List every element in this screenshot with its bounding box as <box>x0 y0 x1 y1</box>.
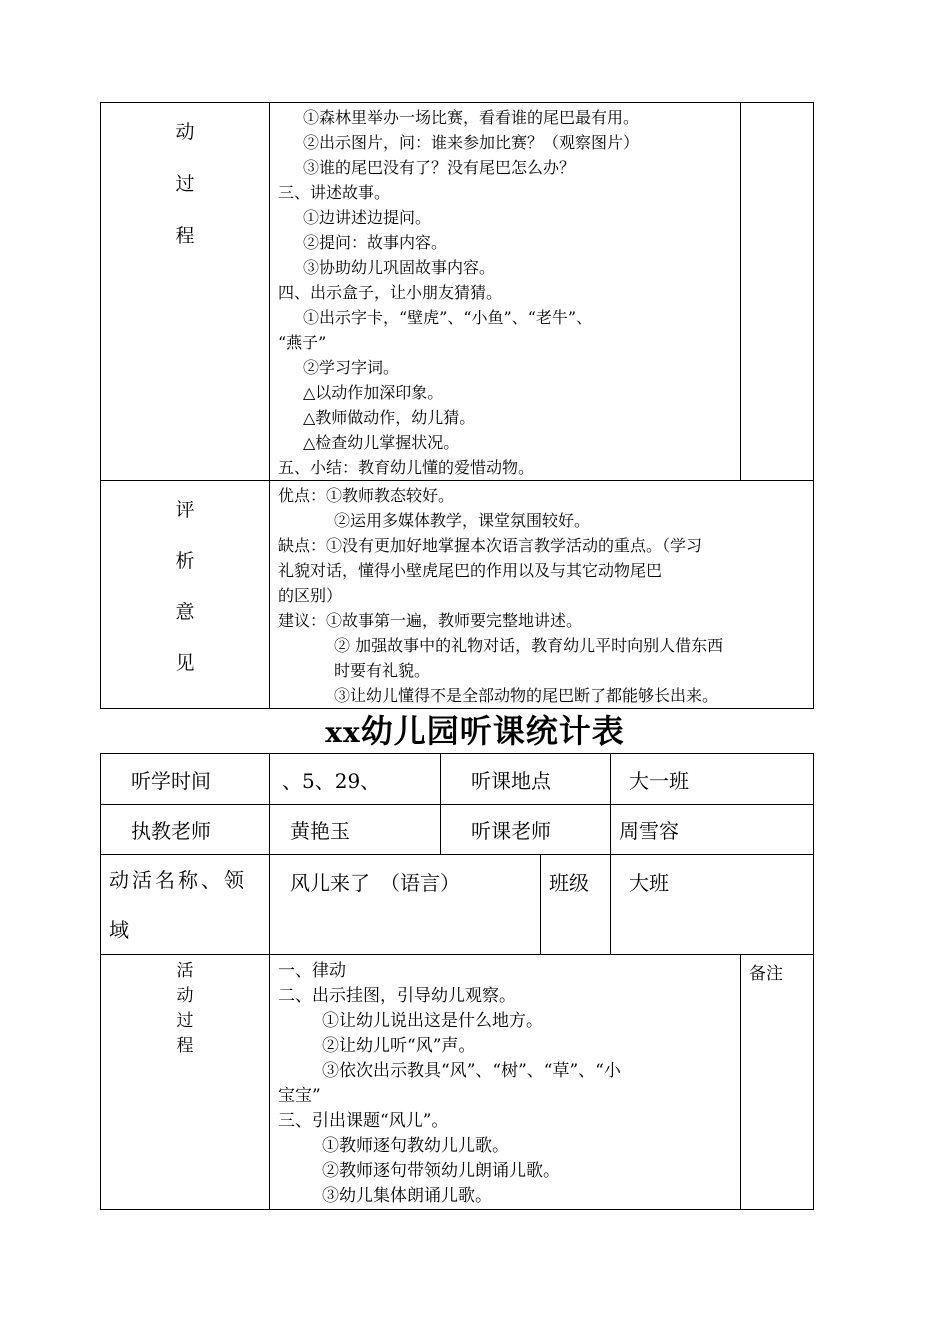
analysis-label-char: 意 <box>175 601 195 623</box>
activity-label-cell <box>101 855 270 955</box>
text-line: ③依次出示教具“风”、“树”、“草”、“小 <box>322 1061 621 1081</box>
text-line: ③幼儿集体朗诵儿歌。 <box>322 1186 492 1206</box>
class-label: 班级 <box>541 855 611 955</box>
process-label-char: 程 <box>176 1036 194 1056</box>
text-line: ①边讲述边提问。 <box>303 208 432 227</box>
process-label-char: 过 <box>176 1011 194 1031</box>
activity-label-line: 域 <box>109 918 129 942</box>
lesson-record-table <box>100 753 814 1210</box>
text-line: △以动作加深印象。 <box>303 383 444 402</box>
text-line: 优点：①教师教态较好。 <box>278 486 455 505</box>
text-line: ②让幼儿听“风”声。 <box>322 1036 476 1056</box>
remark-label: 备注 <box>741 955 814 1210</box>
text-line: ①让幼儿说出这是什么地方。 <box>322 1011 543 1031</box>
text-line: 礼貌对话，懂得小壁虎尾巴的作用以及与其它动物尾巴 <box>278 561 663 580</box>
time-place-row <box>101 754 814 805</box>
time-value: 、5、29、 <box>270 754 441 805</box>
text-line: 建议：①故事第一遍，教师要完整地讲述。 <box>278 611 583 630</box>
process-content-cell <box>270 955 741 1210</box>
process-label-char: 动 <box>176 986 194 1006</box>
activity-value: 风儿来了 （语言） <box>270 855 541 955</box>
analysis-content-cell <box>270 481 814 709</box>
place-value: 大一班 <box>611 754 814 805</box>
text-line: “燕子” <box>278 333 327 352</box>
text-line: ②学习字词。 <box>303 358 400 377</box>
text-line: 三、引出课题“风儿”。 <box>278 1111 449 1131</box>
title-prefix: xx <box>325 716 361 749</box>
text-line: 一、律动 <box>278 961 346 981</box>
text-line: ③谁的尾巴没有了？没有尾巴怎么办？ <box>303 158 576 177</box>
text-line: ② 加强故事中的礼物对话，教育幼儿平时向别人借东西 <box>334 636 724 655</box>
analysis-label-cell <box>101 481 270 709</box>
text-line: 的区别） <box>278 586 343 605</box>
page-title <box>0 706 950 758</box>
process-label-char: 过 <box>175 173 195 195</box>
process-row <box>101 103 814 481</box>
time-label: 听学时间 <box>101 754 270 805</box>
teacher-label: 执教老师 <box>101 805 270 855</box>
teacher-row <box>101 805 814 855</box>
text-line: 二、出示挂图，引导幼儿观察。 <box>278 986 516 1006</box>
text-line: 时要有礼貌。 <box>334 661 431 680</box>
analysis-label-char: 见 <box>175 652 195 674</box>
listener-label: 听课老师 <box>441 805 611 855</box>
analysis-row <box>101 481 814 709</box>
analysis-label-char: 评 <box>175 499 195 521</box>
analysis-label-char: 析 <box>175 550 195 572</box>
remark-cell <box>741 103 814 481</box>
process-label-cell <box>101 955 270 1210</box>
place-label: 听课地点 <box>441 754 611 805</box>
text-line: △教师做动作，幼儿猜。 <box>303 408 476 427</box>
teacher-value: 黄艳玉 <box>270 805 441 855</box>
activity-label-line: 动活名称、领 <box>109 868 247 892</box>
title-text: 幼儿园听课统计表 <box>360 712 625 750</box>
process-lines <box>278 959 736 1209</box>
activity-row <box>101 855 814 955</box>
text-line: ①出示字卡，“壁虎”、“小鱼”、“老牛”、 <box>303 308 593 327</box>
lesson-record-table-continued <box>100 102 814 709</box>
text-line: 四、出示盒子，让小朋友猜猜。 <box>278 283 503 302</box>
process-lines <box>278 105 736 480</box>
process-label-cell <box>101 103 270 481</box>
process-row <box>101 955 814 1210</box>
process-label-char: 程 <box>175 225 195 247</box>
text-line: ③让幼儿懂得不是全部动物的尾巴断了都能够长出来。 <box>334 686 719 705</box>
text-line: ②教师逐句带领幼儿朗诵儿歌。 <box>322 1161 560 1181</box>
class-value: 大班 <box>611 855 814 955</box>
listener-value: 周雪容 <box>611 805 814 855</box>
text-line: 五、小结：教育幼儿懂的爱惜动物。 <box>278 458 535 477</box>
process-content-cell <box>270 103 741 481</box>
text-line: ②运用多媒体教学，课堂氛围较好。 <box>334 511 591 530</box>
analysis-lines <box>278 483 809 708</box>
text-line: ①教师逐句教幼儿儿歌。 <box>322 1136 509 1156</box>
text-line: ②出示图片，问：谁来参加比赛？（观察图片） <box>303 133 640 152</box>
text-line: ③协助幼儿巩固故事内容。 <box>303 258 496 277</box>
text-line: 三、讲述故事。 <box>278 183 391 202</box>
text-line: 宝宝” <box>278 1086 321 1106</box>
text-line: ②提问：故事内容。 <box>303 233 448 252</box>
text-line: △检查幼儿掌握状况。 <box>303 433 460 452</box>
text-line: ①森林里举办一场比赛，看看谁的尾巴最有用。 <box>303 108 640 127</box>
process-label-char: 动 <box>175 121 195 143</box>
process-label-char: 活 <box>176 961 194 981</box>
text-line: 缺点：①没有更加好地掌握本次语言教学活动的重点。（学习 <box>278 536 703 555</box>
